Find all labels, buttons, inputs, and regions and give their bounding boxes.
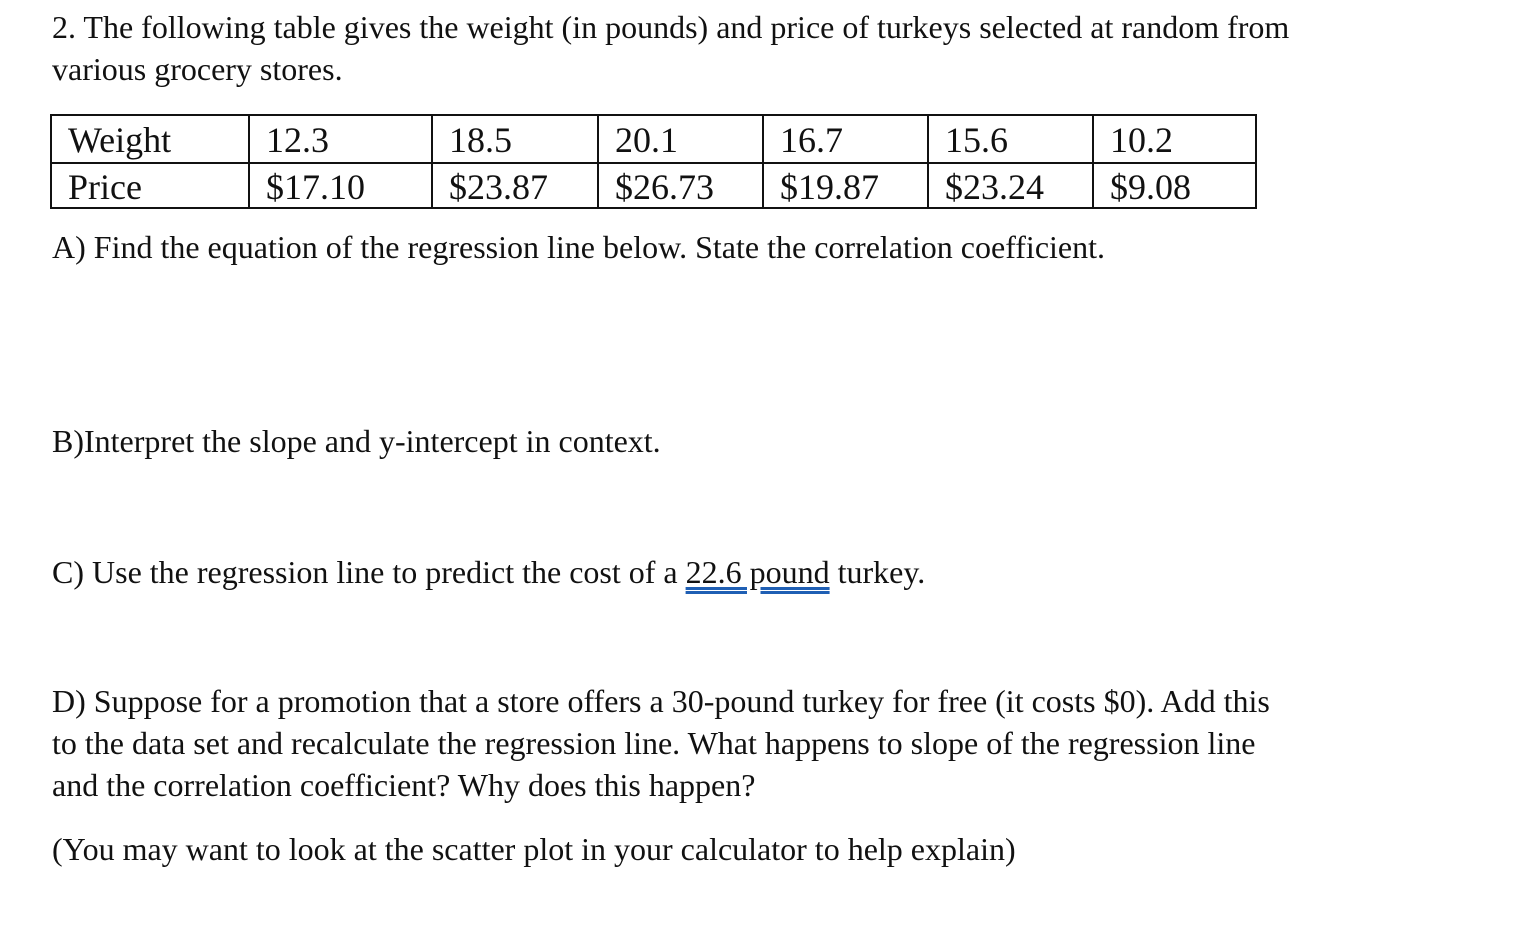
- table-cell: $9.08: [1093, 163, 1256, 208]
- part-c-highlighted-weight: 22.6 pound: [685, 554, 830, 590]
- part-c-text-after: turkey.: [829, 554, 926, 590]
- part-d-line-1: D) Suppose for a promotion that a store offers a 30-pound turkey for free (it costs $0). Add this: [52, 683, 1270, 719]
- row-label-weight: Weight: [51, 115, 249, 163]
- part-c-text-before: C) Use the regression line to predict the cost of a: [52, 554, 686, 590]
- table-cell: 12.3: [249, 115, 432, 163]
- part-d-line-3: and the correlation coefficient? Why does this happen?: [52, 767, 756, 803]
- table-cell: 10.2: [1093, 115, 1256, 163]
- table-cell: 18.5: [432, 115, 598, 163]
- table-cell: 15.6: [928, 115, 1093, 163]
- row-label-price: Price: [51, 163, 249, 208]
- part-d-line-2: to the data set and recalculate the regression line. What happens to slope of the regression line: [52, 725, 1256, 761]
- weight-price-table: [50, 114, 1257, 209]
- table-cell: $23.87: [432, 163, 598, 208]
- table-row-price: [51, 163, 1256, 208]
- table-cell: 20.1: [598, 115, 763, 163]
- table-row-weight: [51, 115, 1256, 163]
- table-cell: $17.10: [249, 163, 432, 208]
- part-a-prompt: A) Find the equation of the regression line below. State the correlation coefficient.: [52, 229, 1105, 265]
- part-d-note: (You may want to look at the scatter plot in your calculator to help explain): [52, 831, 1016, 867]
- part-b-prompt: B)Interpret the slope and y-intercept in context.: [52, 423, 661, 459]
- table-cell: $23.24: [928, 163, 1093, 208]
- question-intro-line-1: 2. The following table gives the weight (in pounds) and price of turkeys selected at random from: [52, 9, 1290, 45]
- part-c-prompt: [52, 551, 925, 593]
- table-cell: $26.73: [598, 163, 763, 208]
- table-cell: 16.7: [763, 115, 928, 163]
- question-intro-line-2: various grocery stores.: [52, 51, 343, 87]
- table-cell: $19.87: [763, 163, 928, 208]
